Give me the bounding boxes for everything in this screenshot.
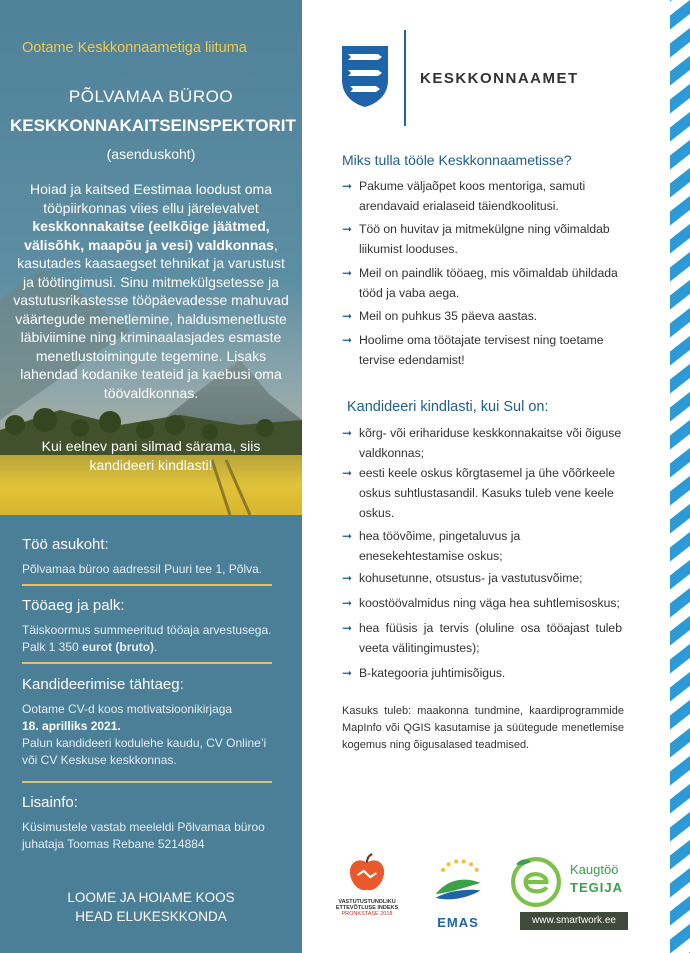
lions-coat-of-arms-icon [340, 44, 390, 108]
intro-cta: Kui eelnev pani silmad särama, siis kandideeri kindlasti! [41, 438, 261, 473]
list-item-text: B-kategooria juhtimisõigus. [359, 666, 506, 680]
list-item-text: hea füüsis ja tervis (oluline osa tööajast tuleb veeta välitingimustes); [359, 621, 622, 655]
right-panel [302, 0, 690, 953]
list-item-text: Meil on paindlik tööaeg, mis võimaldab ühildada tööd ja vaba aega. [359, 266, 618, 300]
arrow-right-icon: ➞ [342, 529, 353, 543]
office-title: PÕLVAMAA BÜROO [68, 87, 234, 106]
list-item [342, 663, 622, 683]
smartwork-url: www.smartwork.ee [520, 912, 628, 930]
smartwork-badge [510, 852, 630, 932]
list-item [342, 526, 622, 566]
arrow-right-icon: ➞ [342, 621, 353, 635]
arrow-right-icon: ➞ [342, 333, 353, 347]
deadline-text [22, 701, 284, 769]
list-item-text: Töö on huvitav ja mitmekülgne ning võimaldab liikumist looduses. [359, 222, 610, 256]
list-item-text: hea töövõime, pingetaluvus ja enesekehtestamise oskus; [359, 529, 521, 563]
smartwork-line2: TEGIJA [570, 880, 623, 895]
list-item-text: kohusetunne, otsustus- ja vastutusvõime; [359, 571, 583, 585]
list-item [342, 618, 622, 658]
logo-name: KESKKONNAAMET [420, 70, 579, 87]
list-item-text: koostöövalmidus ning väga hea suhtlemisoskus; [359, 596, 620, 610]
emas-badge [428, 856, 488, 932]
deadline-line1: Ootame CV-d koos motivatsioonikirjaga [22, 702, 233, 716]
salary-unit: eurot (bruto) [82, 640, 155, 654]
emas-logo-icon [430, 856, 486, 910]
arrow-right-icon: ➞ [342, 179, 353, 193]
arrow-right-icon: ➞ [342, 426, 353, 440]
divider [22, 662, 272, 664]
apply-title: Kandideeri kindlasti, kui Sul on: [347, 399, 549, 415]
list-item-text: kõrg- või erihariduse keskkonnakaitse või õiguse valdkonnas; [359, 426, 622, 460]
smartwork-e-icon [510, 856, 562, 908]
intro-part2: , kasutades kaasaegset tehnikat ja varustust ja töötingimusi. Sinu mitmekülgsetesse ja vastutusrikastesse tööpäevadesse mahuvad väärtegude menetlemine, haldusmenetluste läbiviimine ning kriminaalasjades esmaste menetlustoimingute tegemine. Lisaks lahendad kodanike teateid ja kaebusi oma töövaldkonnas. [13, 236, 289, 401]
arrow-right-icon: ➞ [342, 666, 353, 680]
list-item [342, 176, 622, 216]
badge-line1: VASTUTUSTUNDLIKU [338, 899, 396, 905]
left-panel [0, 0, 302, 953]
worktime-text [22, 622, 284, 656]
position-title: KESKKONNAKAITSEINSPEKTORIT [10, 116, 296, 135]
deadline-title: Kandideerimise tähtaeg: [22, 676, 184, 693]
smartwork-line1: Kaugtöö [570, 862, 619, 877]
list-item-text: Pakume väljaõpet koos mentoriga, samuti arendavaid erialaseid täiendkoolitusi. [359, 179, 586, 213]
list-item-text: Hoolime oma töötajate tervisest ning toetame tervise edendamist! [359, 333, 604, 367]
arrow-right-icon: ➞ [342, 266, 353, 280]
diagonal-stripe-border [654, 0, 690, 953]
intro-part1: Hoiad ja kaitsed Eestimaa loodust oma tööpiirkonnas viies ellu järelevalvet [29, 181, 273, 216]
list-item [342, 263, 622, 303]
worktime-line1: Täiskoormus summeeritud tööaja arvestusega. [22, 623, 272, 637]
location-text: Põlvamaa büroo aadressil Puuri tee 1, Põlva. [22, 562, 263, 576]
position-note: (asenduskoht) [106, 146, 196, 162]
salary-suffix: . [154, 640, 158, 654]
deadline-line2: Palun kandideeri kodulehe kaudu, CV Online’i või CV Keskuse keskkonnas. [22, 736, 267, 767]
logo-divider [404, 30, 406, 126]
arrow-right-icon: ➞ [342, 309, 353, 323]
responsible-business-badge [332, 852, 402, 936]
apple-handshake-icon [346, 852, 388, 894]
list-item [342, 593, 622, 613]
deadline-date: 18. aprilliks 2021. [22, 719, 121, 733]
list-item [342, 306, 622, 326]
tagline: Ootame Keskkonnaametiga liituma [22, 40, 247, 56]
emas-label: EMAS [437, 915, 479, 930]
slogan [10, 888, 292, 926]
intro-bold: keskkonnakaitse (eelkõige jäätmed, välisõhk, maapõu ja vesi) valdkonnas [24, 218, 274, 253]
info-text: Küsimustele vastab meeleldi Põlvamaa büroo juhataja Toomas Rebane 5214884 [22, 820, 265, 851]
worktime-title: Tööaeg ja palk: [22, 597, 125, 614]
arrow-right-icon: ➞ [342, 571, 353, 585]
divider [22, 781, 272, 783]
list-item [342, 568, 622, 588]
intro-text [10, 180, 292, 402]
slogan-line2: HEAD ELUKESKKONDA [75, 909, 227, 924]
arrow-right-icon: ➞ [342, 222, 353, 236]
badge-line2: ETTEVÕTLUSE INDEKS [335, 905, 399, 911]
list-item [342, 423, 622, 463]
list-item [342, 463, 622, 523]
bonus-text: Kasuks tuleb: maakonna tundmine, kaardiprogrammide MapInfo või QGIS kasutamise ja süütegude menetlemise kogemus ning õigusalased teadmised. [342, 705, 624, 751]
arrow-right-icon: ➞ [342, 596, 353, 610]
location-title: Töö asukoht: [22, 536, 109, 553]
slogan-line1: LOOME JA HOIAME KOOS [67, 890, 235, 905]
why-title: Miks tulla tööle Keskkonnaametisse? [342, 152, 572, 168]
badge-line3: PRONKSTASE 2018 [341, 911, 393, 917]
list-item [342, 219, 622, 259]
list-item-text: eesti keele oskus kõrgtasemel ja ühe võõrkeele oskus suhtlustasandil. Kasuks tuleb vene keele oskus. [359, 466, 616, 520]
list-item [342, 330, 622, 370]
salary-prefix: Palk 1 350 [22, 640, 83, 654]
arrow-right-icon: ➞ [342, 466, 353, 480]
info-title: Lisainfo: [22, 794, 78, 811]
divider [22, 584, 272, 586]
list-item-text: Meil on puhkus 35 päeva aastas. [359, 309, 538, 323]
